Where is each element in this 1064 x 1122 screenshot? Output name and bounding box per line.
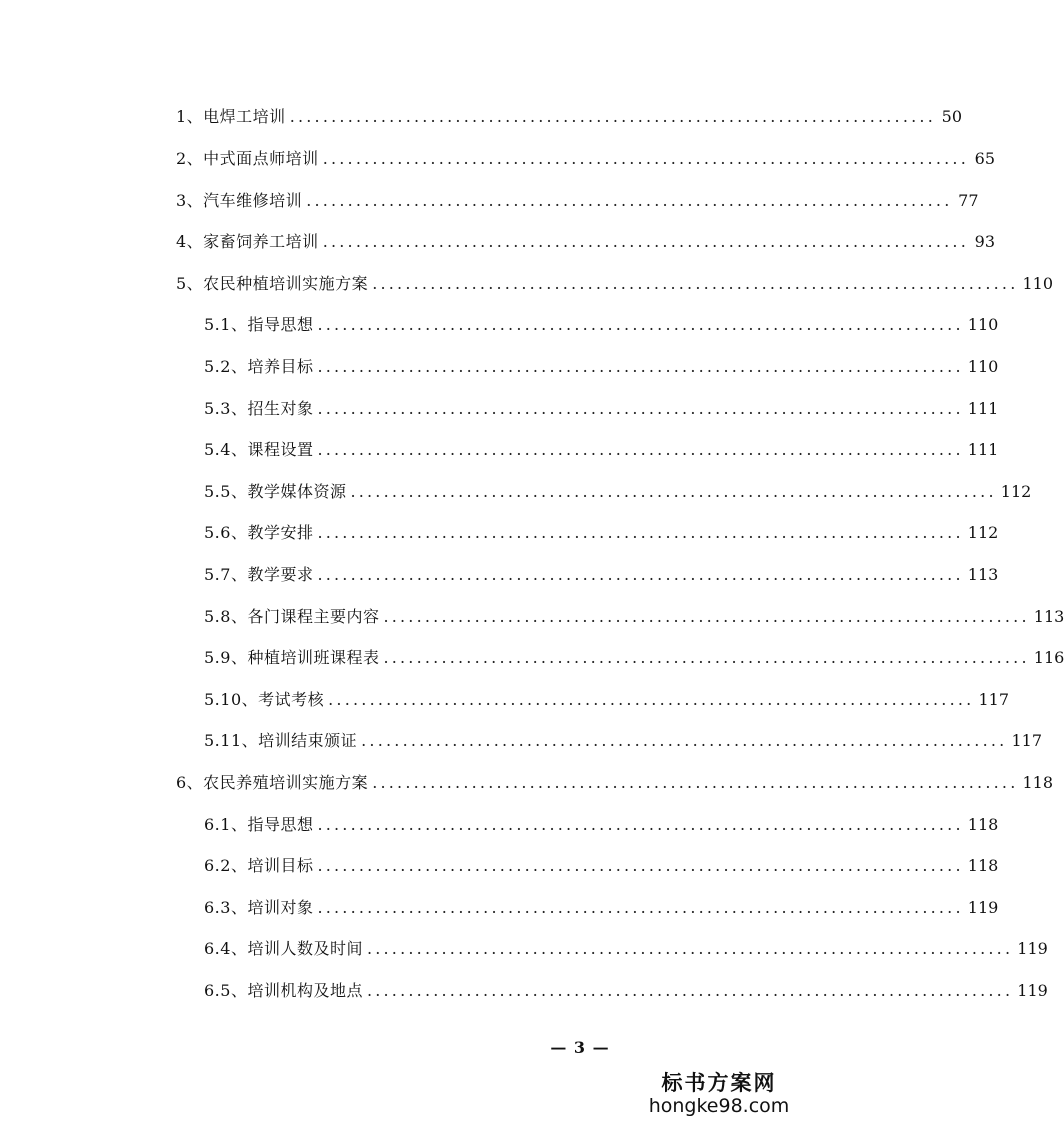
toc-entry-page: 119 (967, 898, 999, 917)
toc-leader-dots: .............................................................................. (350, 482, 997, 501)
toc-entry-title: 6、农民养殖培训实施方案 (176, 773, 369, 792)
toc-leader-dots: .............................................................................. (317, 357, 964, 376)
toc-entry-title: 5.8、各门课程主要内容 (204, 607, 380, 626)
toc-entry-page: 112 (1000, 482, 1032, 501)
toc-entry[interactable] (204, 438, 999, 462)
toc-entry[interactable] (204, 729, 1042, 753)
toc-entry-title: 5、农民种植培训实施方案 (176, 274, 369, 293)
toc-entry[interactable] (204, 563, 999, 587)
toc-entry[interactable] (204, 646, 1064, 670)
toc-entry[interactable] (204, 605, 1064, 629)
toc-entry-title: 5.2、培养目标 (204, 357, 314, 376)
toc-leader-dots: .............................................................................. (328, 690, 975, 709)
toc-entry-page: 93 (974, 232, 995, 251)
toc-entry[interactable] (204, 813, 999, 837)
toc-entry-page: 50 (941, 107, 962, 126)
toc-leader-dots: .............................................................................. (317, 315, 964, 334)
toc-entry-page: 117 (978, 690, 1009, 709)
toc-entry[interactable] (176, 147, 995, 171)
toc-entry[interactable] (204, 688, 1009, 712)
toc-leader-dots: .............................................................................. (317, 523, 964, 542)
toc-entry[interactable] (204, 854, 999, 878)
watermark-logo (645, 1067, 793, 1117)
toc-leader-dots: .............................................................................. (366, 981, 1014, 1000)
toc-entry-page: 118 (967, 815, 999, 834)
toc-entry[interactable] (176, 105, 962, 129)
toc-leader-dots: .............................................................................. (317, 856, 964, 875)
toc-entry[interactable] (204, 979, 1048, 1003)
toc-entry-page: 110 (967, 357, 999, 376)
toc-entry[interactable] (204, 313, 999, 337)
toc-leader-dots: .............................................................................. (383, 607, 1030, 626)
toc-entry-title: 5.4、课程设置 (204, 440, 314, 459)
toc-leader-dots: .............................................................................. (383, 648, 1030, 667)
toc-entry-page: 110 (967, 315, 999, 334)
toc-entry-page: 119 (1017, 981, 1048, 1000)
toc-entry-page: 110 (1022, 274, 1054, 293)
toc-entry-title: 6.5、培训机构及地点 (204, 981, 363, 1000)
toc-leader-dots: .............................................................................. (372, 274, 1019, 293)
toc-entry-title: 6.2、培训目标 (204, 856, 314, 875)
toc-entry-title: 5.6、教学安排 (204, 523, 314, 542)
toc-leader-dots: .............................................................................. (317, 565, 964, 584)
toc-leader-dots: .............................................................................. (366, 939, 1014, 958)
toc-entry-page: 113 (967, 565, 999, 584)
toc-entry-title: 4、家畜饲养工培训 (176, 232, 319, 251)
toc-entry-title: 5.3、招生对象 (204, 399, 314, 418)
toc-entry[interactable] (176, 189, 979, 213)
toc-entry-page: 119 (1017, 939, 1048, 958)
toc-entry-title: 3、汽车维修培训 (176, 191, 303, 210)
toc-leader-dots: .............................................................................. (317, 440, 964, 459)
watermark-title: 标书方案网 (661, 1071, 777, 1095)
toc-entry-page: 111 (967, 440, 999, 459)
toc-leader-dots: .............................................................................. (322, 232, 969, 251)
toc-entry-page: 77 (958, 191, 979, 210)
toc-entry-page: 117 (1011, 731, 1042, 750)
toc-leader-dots: .............................................................................. (317, 815, 964, 834)
toc-entry[interactable] (204, 397, 999, 421)
watermark-url: hongke98.com (648, 1095, 790, 1117)
toc-entry-title: 5.7、教学要求 (204, 565, 314, 584)
toc-entry[interactable] (204, 480, 1032, 504)
toc-leader-dots: .............................................................................. (306, 191, 953, 210)
toc-leader-dots: .............................................................................. (317, 399, 964, 418)
toc-entry-title: 5.1、指导思想 (204, 315, 314, 334)
toc-leader-dots: .............................................................................. (317, 898, 964, 917)
toc-entry-title: 2、中式面点师培训 (176, 149, 319, 168)
toc-entry-title: 6.3、培训对象 (204, 898, 314, 917)
toc-entry[interactable] (204, 355, 999, 379)
toc-entry-page: 111 (967, 399, 999, 418)
toc-leader-dots: .............................................................................. (372, 773, 1019, 792)
toc-entry-page: 116 (1033, 648, 1064, 667)
toc-entry-page: 118 (1022, 773, 1054, 792)
toc-entry-title: 1、电焊工培训 (176, 107, 286, 126)
toc-entry-page: 113 (1033, 607, 1064, 626)
page-number: — 3 — (550, 1038, 610, 1057)
toc-entry-page: 65 (974, 149, 995, 168)
toc-entry[interactable] (176, 771, 1054, 795)
toc-entry[interactable] (204, 521, 999, 545)
toc-entry[interactable] (176, 272, 1054, 296)
toc-entry[interactable] (204, 937, 1048, 961)
toc-leader-dots: .............................................................................. (361, 731, 1008, 750)
toc-entry-title: 5.9、种植培训班课程表 (204, 648, 380, 667)
toc-entry-page: 112 (967, 523, 999, 542)
toc-leader-dots: .............................................................................. (322, 149, 969, 168)
toc-entry-title: 5.5、教学媒体资源 (204, 482, 347, 501)
toc-entry-title: 6.4、培训人数及时间 (204, 939, 363, 958)
toc-entry-page: 118 (967, 856, 999, 875)
toc-entry-title: 6.1、指导思想 (204, 815, 314, 834)
toc-entry-title: 5.11、培训结束颁证 (204, 731, 358, 750)
toc-entry-title: 5.10、考试考核 (204, 690, 325, 709)
toc-entry[interactable] (204, 896, 999, 920)
toc-entry[interactable] (176, 230, 995, 254)
toc-leader-dots: .............................................................................. (289, 107, 936, 126)
